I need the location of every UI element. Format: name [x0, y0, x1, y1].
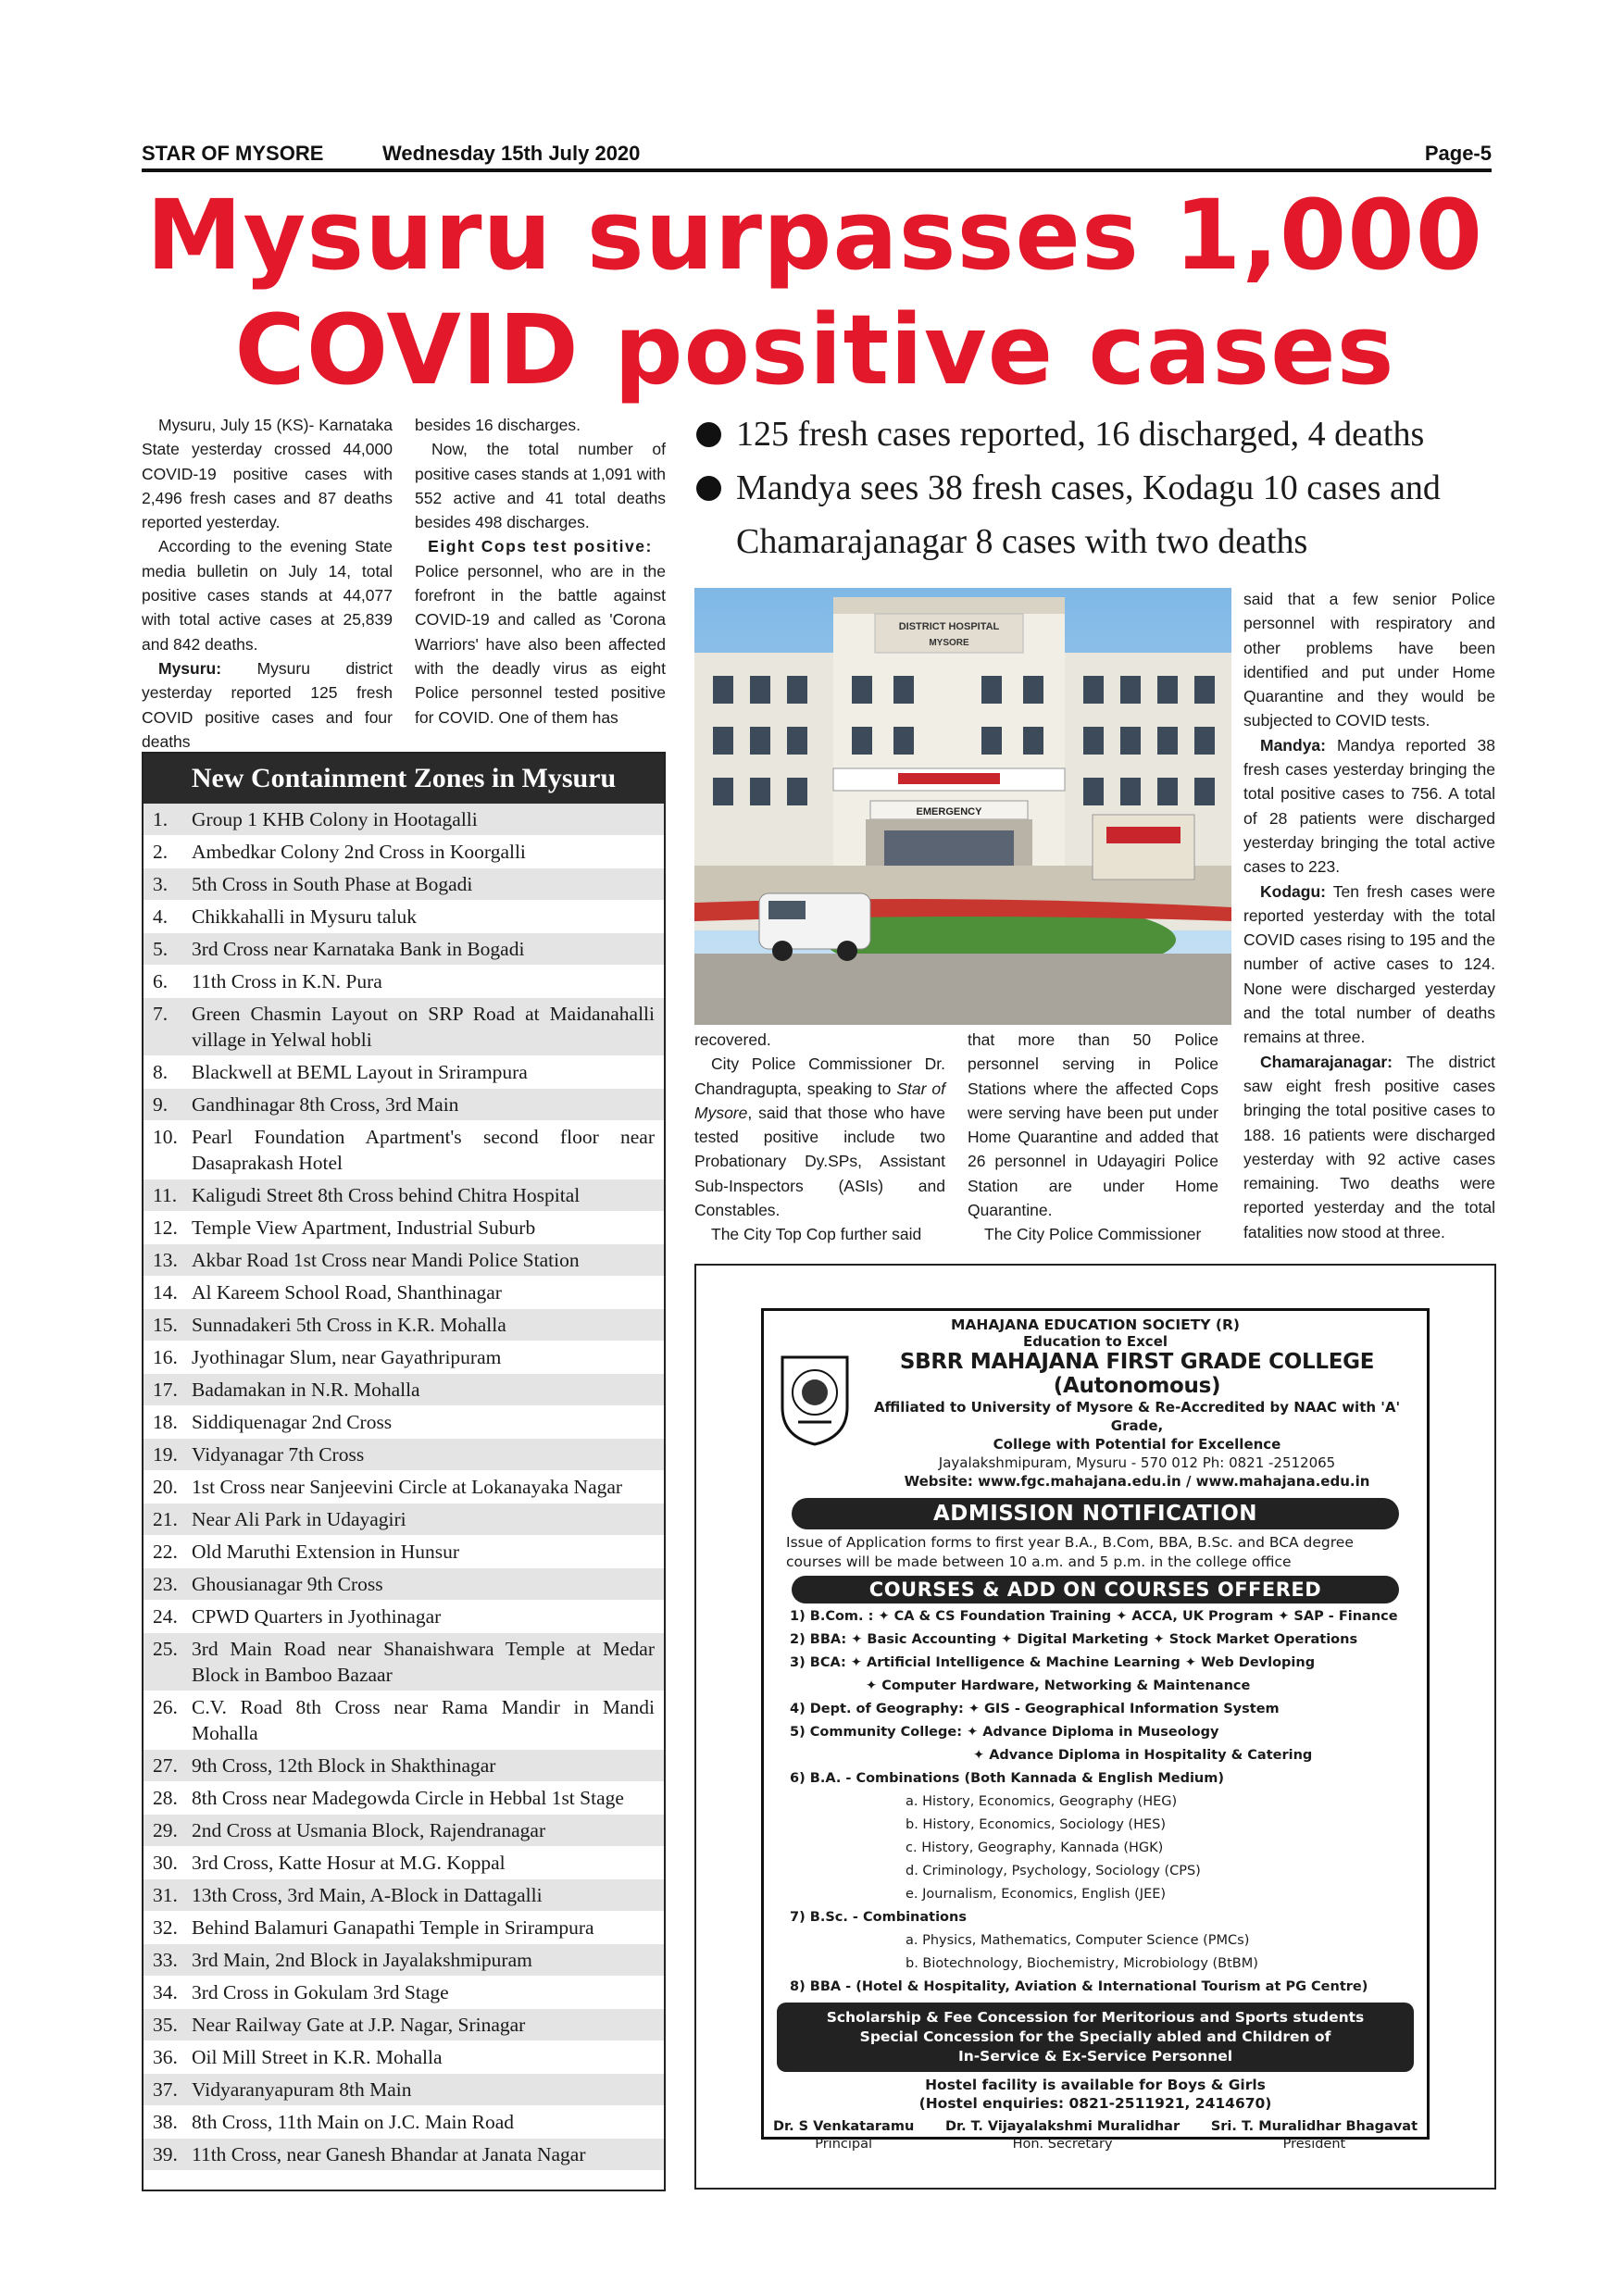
containment-zone-item	[144, 1277, 664, 1309]
college-name: SBRR MAHAJANA FIRST GRADE COLLEGE (Autonomous)	[899, 1350, 1375, 1398]
issue-date: Wednesday 15th July 2020	[382, 142, 641, 165]
zone-number: 20.	[153, 1476, 178, 1498]
zone-text: Badamakan in N.R. Mohalla	[192, 1379, 420, 1401]
zone-text: Kaligudi Street 8th Cross behind Chitra Hospital	[192, 1184, 581, 1206]
paragraph-text: Ten fresh cases were reported yesterday with the total COVID cases rising to 195 and the number of active cases to 124. None were discharged yesterday and the total number of deaths remains at three.	[1243, 881, 1495, 1047]
containment-zone-item	[144, 1309, 664, 1341]
zone-text: Blackwell at BEML Layout in Srirampura	[192, 1061, 528, 1083]
paragraph-text: The district saw eight fresh positive cases bringing the total positive cases to 188. 16 patients were discharged yesterday with 92 active cases remaining. Two deaths were reported yesterday and the total fatalities now stood at three.	[1243, 1052, 1495, 1242]
zone-number: 10.	[153, 1126, 178, 1148]
combination-item: c. History, Geography, Kannada (HGK)	[906, 1841, 1164, 1855]
publication-name: Star of Mysore	[694, 1079, 945, 1122]
article-column-3	[694, 1028, 945, 1247]
highlight-item	[696, 461, 1502, 568]
paper-name: STAR OF MYSORE	[142, 142, 324, 165]
containment-zone-item	[144, 1568, 664, 1601]
zone-number: 31.	[153, 1884, 178, 1906]
containment-zone-item	[144, 1601, 664, 1633]
paragraph	[694, 1052, 945, 1222]
containment-zone-item	[144, 1056, 664, 1089]
containment-zone-item	[144, 1406, 664, 1439]
zone-text: 1st Cross near Sanjeevini Circle at Lokanayaka Nagar	[192, 1476, 623, 1498]
zone-text: 3rd Cross, Katte Hosur at M.G. Koppal	[192, 1852, 506, 1874]
zone-number: 2.	[153, 841, 169, 863]
sign-text: MYSORE	[929, 638, 969, 648]
zone-number: 39.	[153, 2143, 178, 2165]
zone-text: Ambedkar Colony 2nd Cross in Koorgalli	[192, 841, 526, 863]
zone-text: Near Railway Gate at J.P. Nagar, Srinagar	[192, 2014, 526, 2036]
zone-number: 22.	[153, 1541, 178, 1563]
zone-text: Vidyanagar 7th Cross	[192, 1443, 365, 1466]
signatory	[945, 2118, 1180, 2153]
hospital-photo	[694, 588, 1231, 1025]
zone-number: 7.	[153, 1003, 169, 1025]
containment-zone-item	[144, 1944, 664, 1977]
containment-zone-item	[144, 933, 664, 966]
containment-zone-item	[144, 1879, 664, 1912]
zone-text: 3rd Cross near Karnataka Bank in Bogadi	[192, 938, 525, 960]
containment-zone-item	[144, 1212, 664, 1244]
masthead	[142, 139, 1492, 172]
combination-item: b. History, Economics, Sociology (HES)	[906, 1817, 1167, 1832]
paragraph-text: , said that those who have tested positive include two Probationary Dy.SPs, Assistant Sub-Inspectors (ASIs) and Constables.	[694, 1103, 945, 1220]
zone-number: 23.	[153, 1573, 178, 1595]
hostel-enquiries: (Hostel enquiries: 0821-2511921, 2414670)	[918, 2095, 1272, 2112]
place-lead: Chamarajanagar:	[1260, 1052, 1393, 1071]
containment-zone-item	[144, 1536, 664, 1568]
zone-number: 25.	[153, 1638, 178, 1660]
zone-number: 16.	[153, 1346, 178, 1368]
college-advertisement	[761, 1308, 1430, 2152]
scholarship-line: In-Service & Ex-Service Personnel	[957, 2048, 1233, 2065]
subheading: Eight Cops test positive:	[428, 537, 653, 556]
containment-zone-item	[144, 966, 664, 998]
zone-text: Vidyaranyapuram 8th Main	[192, 2078, 412, 2101]
paragraph: According to the evening State media bulletin on July 14, total positive cases stands at 44,077 with total active cases at 25,839 and 842 deaths.	[142, 537, 393, 654]
containment-zone-item	[144, 1504, 664, 1536]
combination-item: b. Biotechnology, Biochemistry, Microbiology (BtBM)	[906, 1956, 1258, 1971]
zone-number: 26.	[153, 1696, 178, 1718]
containment-zone-item	[144, 1439, 664, 1471]
signatory	[1211, 2118, 1418, 2153]
zone-text: 2nd Cross at Usmania Block, Rajendranagar	[192, 1819, 546, 1841]
zone-number: 5.	[153, 938, 169, 960]
paragraph	[142, 656, 393, 754]
course-item: 2) BBA: ✦ Basic Accounting ✦ Digital Marketing ✦ Stock Market Operations	[790, 1632, 1358, 1647]
containment-zone-item	[144, 1374, 664, 1406]
zone-number: 24.	[153, 1605, 178, 1628]
zone-text: 8th Cross, 11th Main on J.C. Main Road	[192, 2111, 514, 2133]
college-crest-icon	[775, 1352, 855, 1448]
website: Website: www.fgc.mahajana.edu.in / www.mahajana.edu.in	[904, 1473, 1370, 1490]
highlight-text: 125 fresh cases reported, 16 discharged, 4 deaths	[736, 415, 1425, 454]
sign-text: DISTRICT HOSPITAL	[898, 621, 1000, 632]
article-column-2	[415, 413, 666, 730]
society-name: MAHAJANA EDUCATION SOCIETY (R)	[951, 1316, 1240, 1333]
zone-number: 14.	[153, 1281, 178, 1304]
signatories	[764, 2118, 1427, 2153]
zone-text: CPWD Quarters in Jyothinagar	[192, 1605, 442, 1628]
zone-number: 35.	[153, 2014, 178, 2036]
course-item: 1) B.Com. : ✦ CA & CS Foundation Training ✦ ACCA, UK Program ✦ SAP - Finance	[790, 1609, 1398, 1624]
affiliation: Affiliated to University of Mysore & Re-Accredited by NAAC with 'A' Grade,	[873, 1399, 1401, 1434]
zone-text: Oil Mill Street in K.R. Mohalla	[192, 2046, 443, 2068]
paragraph: recovered.	[694, 1030, 771, 1049]
course-item: 4) Dept. of Geography: ✦ GIS - Geographical Information System	[790, 1702, 1280, 1716]
containment-zone-item	[144, 2009, 664, 2041]
scholarship-line: Scholarship & Fee Concession for Meritorious and Sports students	[826, 2009, 1365, 2026]
zone-text: Group 1 KHB Colony in Hootagalli	[192, 808, 478, 830]
zone-number: 13.	[153, 1249, 178, 1271]
containment-zone-item	[144, 1815, 664, 1847]
zone-number: 36.	[153, 2046, 178, 2068]
containment-zone-item	[144, 1089, 664, 1121]
paragraph	[1243, 733, 1495, 880]
zone-text: Behind Balamuri Ganapathi Temple in Srirampura	[192, 1916, 594, 1939]
zone-text: Green Chasmin Layout on SRP Road at Maidanahalli village in Yelwal hobli	[192, 1003, 655, 1051]
scholarship-line: Special Concession for the Specially abled and Children of	[859, 2028, 1331, 2045]
containment-zone-item	[144, 1633, 664, 1691]
course-list	[764, 1605, 1427, 1999]
zone-number: 12.	[153, 1217, 178, 1239]
sign-text: EMERGENCY	[916, 806, 982, 817]
containment-zone-item	[144, 1471, 664, 1504]
zone-text: Chikkahalli in Mysuru taluk	[192, 905, 418, 928]
dateline-lead: Mysuru:	[158, 658, 222, 678]
paragraph-text: City Police Commissioner Dr. Chandragupta, speaking to	[694, 1054, 945, 1098]
containment-zone-item	[144, 1341, 664, 1374]
zone-text: 3rd Cross in Gokulam 3rd Stage	[192, 1981, 449, 2003]
containment-zone-item	[144, 1691, 664, 1750]
zone-text: 13th Cross, 3rd Main, A-Block in Dattagalli	[192, 1884, 543, 1906]
containment-zones-box	[142, 752, 666, 2191]
article-column-1	[142, 413, 393, 754]
course-item: 5) Community College: ✦ Advance Diploma in Museology	[790, 1725, 1219, 1740]
zone-text: Temple View Apartment, Industrial Suburb	[192, 1217, 536, 1239]
highlight-item	[696, 407, 1502, 461]
signatory	[773, 2118, 914, 2153]
paragraph: Mysuru, July 15 (KS)- Karnataka State yesterday crossed 44,000 COVID-19 positive cases with 2,496 fresh cases and 87 deaths reported yesterday.	[142, 416, 393, 532]
headline-line-2: COVID positive cases	[234, 293, 1395, 406]
paragraph: said that a few senior Police personnel with respiratory and other problems have been identified and put under Home Quarantine and they would be subjected to COVID tests.	[1243, 590, 1495, 730]
zone-number: 1.	[153, 808, 169, 830]
highlights	[696, 407, 1502, 568]
bullet-icon	[696, 476, 721, 501]
containment-zones-list	[144, 804, 664, 2171]
courses-banner: COURSES & ADD ON COURSES OFFERED	[792, 1576, 1399, 1603]
affiliation: College with Potential for Excellence	[993, 1436, 1281, 1453]
course-item: 7) B.Sc. - Combinations	[790, 1910, 967, 1925]
zone-number: 3.	[153, 873, 169, 895]
containment-zone-item	[144, 1847, 664, 1879]
headline	[102, 178, 1528, 407]
zone-text: 5th Cross in South Phase at Bogadi	[192, 873, 473, 895]
zone-text: Akbar Road 1st Cross near Mandi Police Station	[192, 1249, 580, 1271]
paragraph: Police personnel, who are in the forefront in the battle against COVID-19 and called as 'Corona Warriors' have also been affected with the deadly virus as eight Police personnel tested positive for COVID. One of them has	[415, 561, 666, 727]
article-column-5	[1243, 587, 1495, 1244]
zone-number: 34.	[153, 1981, 178, 2003]
paragraph: The City Top Cop further said	[711, 1225, 922, 1244]
motto: Education to Excel	[1022, 1333, 1168, 1350]
zone-number: 29.	[153, 1819, 178, 1841]
zone-text: C.V. Road 8th Cross near Rama Mandir in Mandi Mohalla	[192, 1696, 655, 1744]
page-number: Page-5	[1424, 142, 1492, 165]
course-item: 3) BCA: ✦ Artificial Intelligence & Machine Learning ✦ Web Devloping	[790, 1655, 1316, 1670]
paragraph	[1243, 880, 1495, 1050]
containment-zone-item	[144, 2106, 664, 2139]
article-column-4	[968, 1028, 1218, 1247]
zone-number: 17.	[153, 1379, 178, 1401]
containment-zone-item	[144, 1912, 664, 1944]
zone-number: 6.	[153, 970, 169, 992]
zone-text: 9th Cross, 12th Block in Shakthinagar	[192, 1754, 496, 1777]
signatory-role: Principal	[815, 2137, 873, 2152]
course-item: 6) B.A. - Combinations (Both Kannada & English Medium)	[790, 1771, 1224, 1786]
zone-text: Old Maruthi Extension in Hunsur	[192, 1541, 460, 1563]
paragraph: The City Police Commissioner	[984, 1225, 1202, 1244]
containment-zone-item	[144, 1244, 664, 1277]
paragraph	[1243, 1050, 1495, 1244]
zone-text: Sunnadakeri 5th Cross in K.R. Mohalla	[192, 1314, 506, 1336]
zone-number: 27.	[153, 1754, 178, 1777]
containment-zone-item	[144, 1179, 664, 1212]
zone-number: 9.	[153, 1093, 169, 1116]
admission-notification-banner: ADMISSION NOTIFICATION	[792, 1498, 1399, 1529]
paragraph: that more than 50 Police personnel serving in Police Stations where the affected Cops were serving have been put under Home Quarantine and added that 26 personnel in Udayagiri Police Station are under Home Quarantine.	[968, 1030, 1218, 1220]
place-lead: Kodagu:	[1260, 881, 1326, 901]
zone-number: 18.	[153, 1411, 178, 1433]
zone-text: 3rd Main Road near Shanaishwara Temple at Medar Block in Bamboo Bazaar	[192, 1638, 655, 1686]
zone-number: 38.	[153, 2111, 178, 2133]
zone-text: Pearl Foundation Apartment's second floor near Dasaprakash Hotel	[192, 1126, 655, 1174]
signatory-name: Dr. T. Vijayalakshmi Muralidhar	[944, 2119, 1181, 2134]
zone-text: Gandhinagar 8th Cross, 3rd Main	[192, 1093, 459, 1116]
zone-number: 4.	[153, 905, 169, 928]
zone-number: 33.	[153, 1949, 178, 1971]
containment-zone-item	[144, 901, 664, 933]
course-item: ✦ Computer Hardware, Networking & Maintenance	[866, 1678, 1251, 1693]
paragraph-text: Mandya reported 38 fresh cases yesterday bringing the total positive cases to 756. A total of 28 patients were discharged yesterday bringing the total active cases to 223.	[1243, 735, 1495, 877]
containment-zone-item	[144, 998, 664, 1056]
containment-zone-item	[144, 1782, 664, 1815]
course-item: 8) BBA - (Hotel & Hospitality, Aviation & International Tourism at PG Centre)	[790, 1979, 1368, 1994]
admission-text: Issue of Application forms to first year B.A., B.Com, BBA, B.Sc. and BCA degree courses will be made between 10 a.m. and 5 p.m. in the college office	[786, 1534, 1354, 1570]
zone-number: 11.	[153, 1184, 178, 1206]
hostel-info: Hostel facility is available for Boys & Girls	[925, 2077, 1266, 2093]
bullet-icon	[696, 422, 721, 447]
place-lead: Mandya:	[1260, 735, 1326, 755]
scholarship-banner	[777, 2003, 1414, 2072]
zone-text: Al Kareem School Road, Shanthinagar	[192, 1281, 502, 1304]
containment-zone-item	[144, 2139, 664, 2171]
address: Jayalakshmipuram, Mysuru - 570 012 Ph: 0821 -2512065	[938, 1454, 1336, 1471]
signatory-role: Hon. Secretary	[1012, 2137, 1113, 2152]
zone-text: Jyothinagar Slum, near Gayathripuram	[192, 1346, 502, 1368]
zone-text: Ghousianagar 9th Cross	[192, 1573, 383, 1595]
zone-number: 32.	[153, 1916, 178, 1939]
containment-zone-item	[144, 1750, 664, 1782]
zone-number: 28.	[153, 1787, 178, 1809]
containment-zone-item	[144, 836, 664, 868]
zone-text: 3rd Main, 2nd Block in Jayalakshmipuram	[192, 1949, 532, 1971]
paragraph: besides 16 discharges.	[415, 416, 581, 434]
zone-text: 11th Cross in K.N. Pura	[192, 970, 382, 992]
highlight-text: Mandya sees 38 fresh cases, Kodagu 10 cases and Chamarajanagar 8 cases with two deaths	[736, 468, 1441, 561]
zone-number: 15.	[153, 1314, 178, 1336]
combination-item: a. History, Economics, Geography (HEG)	[906, 1794, 1178, 1809]
signatory-name: Dr. S Venkataramu	[773, 2119, 915, 2134]
hospital-building-image	[694, 588, 1231, 1025]
zone-number: 30.	[153, 1852, 178, 1874]
containment-zone-item	[144, 2041, 664, 2074]
containment-zones-title: New Containment Zones in Mysuru	[144, 754, 664, 804]
containment-zone-item	[144, 1121, 664, 1179]
zone-number: 8.	[153, 1061, 169, 1083]
zone-text: 8th Cross near Madegowda Circle in Hebbal 1st Stage	[192, 1787, 624, 1809]
containment-zone-item	[144, 2074, 664, 2106]
zone-number: 37.	[153, 2078, 178, 2101]
course-item: ✦ Advance Diploma in Hospitality & Catering	[973, 1748, 1313, 1763]
containment-zone-item	[144, 868, 664, 901]
zone-number: 19.	[153, 1443, 178, 1466]
containment-zone-item	[144, 1977, 664, 2009]
zone-text: Siddiquenagar 2nd Cross	[192, 1411, 393, 1433]
combination-item: e. Journalism, Economics, English (JEE)	[906, 1887, 1167, 1902]
paragraph: Now, the total number of positive cases stands at 1,091 with 552 active and 41 total deaths besides 498 discharges.	[415, 440, 666, 532]
zone-number: 21.	[153, 1508, 178, 1530]
combination-item: a. Physics, Mathematics, Computer Science (PMCs)	[906, 1933, 1250, 1948]
signatory-role: President	[1282, 2137, 1346, 2152]
zone-text: Near Ali Park in Udayagiri	[192, 1508, 406, 1530]
signatory-name: Sri. T. Muralidhar Bhagavat	[1210, 2119, 1418, 2134]
combination-item: d. Criminology, Psychology, Sociology (CPS)	[906, 1864, 1201, 1878]
headline-line-1: Mysuru surpasses 1,000	[145, 179, 1484, 292]
paragraph-text: Mysuru district yesterday reported 125 fresh COVID positive cases and four deaths	[142, 658, 393, 751]
zone-text: 11th Cross, near Ganesh Bhandar at Janata Nagar	[192, 2143, 586, 2165]
containment-zone-item	[144, 804, 664, 836]
